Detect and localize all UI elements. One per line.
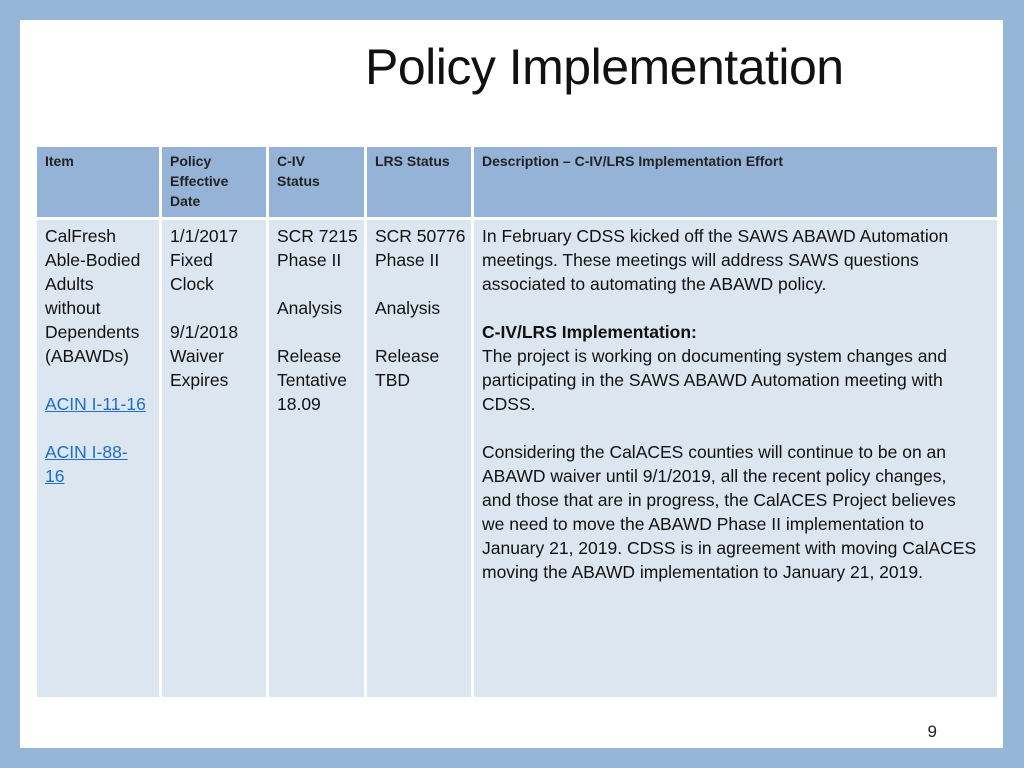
header-policy-effective-date: Policy Effective Date (162, 147, 266, 217)
table-header-row (37, 147, 997, 217)
implementation-heading: C-IV/LRS Implementation: (482, 322, 697, 342)
acin-i-88-16-link[interactable]: ACIN I-88- 16 (45, 442, 128, 486)
header-item: Item (37, 147, 159, 217)
header-civ-status: C-IV Status (269, 147, 364, 217)
cell-lrs-status: SCR 50776 Phase II Analysis Release TBD (367, 220, 471, 697)
cell-policy-effective-date: 1/1/2017 Fixed Clock 9/1/2018 Waiver Expires (162, 220, 266, 697)
header-description: Description – C-IV/LRS Implementation Effort (474, 147, 997, 217)
page-number: 9 (927, 722, 937, 741)
cell-item: CalFresh Able-Bodied Adults without Dependents (ABAWDs) ACIN I-11-16 ACIN I-88- 16 (37, 220, 159, 697)
cell-description: In February CDSS kicked off the SAWS ABAWD Automation meetings. These meetings will address SAWS questions associated to automating the ABAWD policy. C-IV/LRS Implementation: The project is working on documenting system changes and participating in the SAWS ABAWD Automation meeting with CDSS. Considering the CalACES counties will continue to be on an ABAWD waiver until 9/1/2019, all the recent policy changes, and those that are in progress, the CalACES Project believes we need to move the ABAWD Phase II implementation to January 21, 2019. CDSS is in agreement with moving CalACES moving the ABAWD implementation to January 21, 2019. (474, 220, 997, 697)
header-lrs-status: LRS Status (367, 147, 471, 217)
page-title: Policy Implementation (365, 39, 844, 95)
acin-i-11-16-link[interactable]: ACIN I-11-16 (45, 394, 146, 414)
table-row (37, 220, 997, 697)
slide (20, 20, 1003, 748)
cell-civ-status: SCR 7215 Phase II Analysis Release Tentative 18.09 (269, 220, 364, 697)
policy-table (34, 144, 1000, 700)
